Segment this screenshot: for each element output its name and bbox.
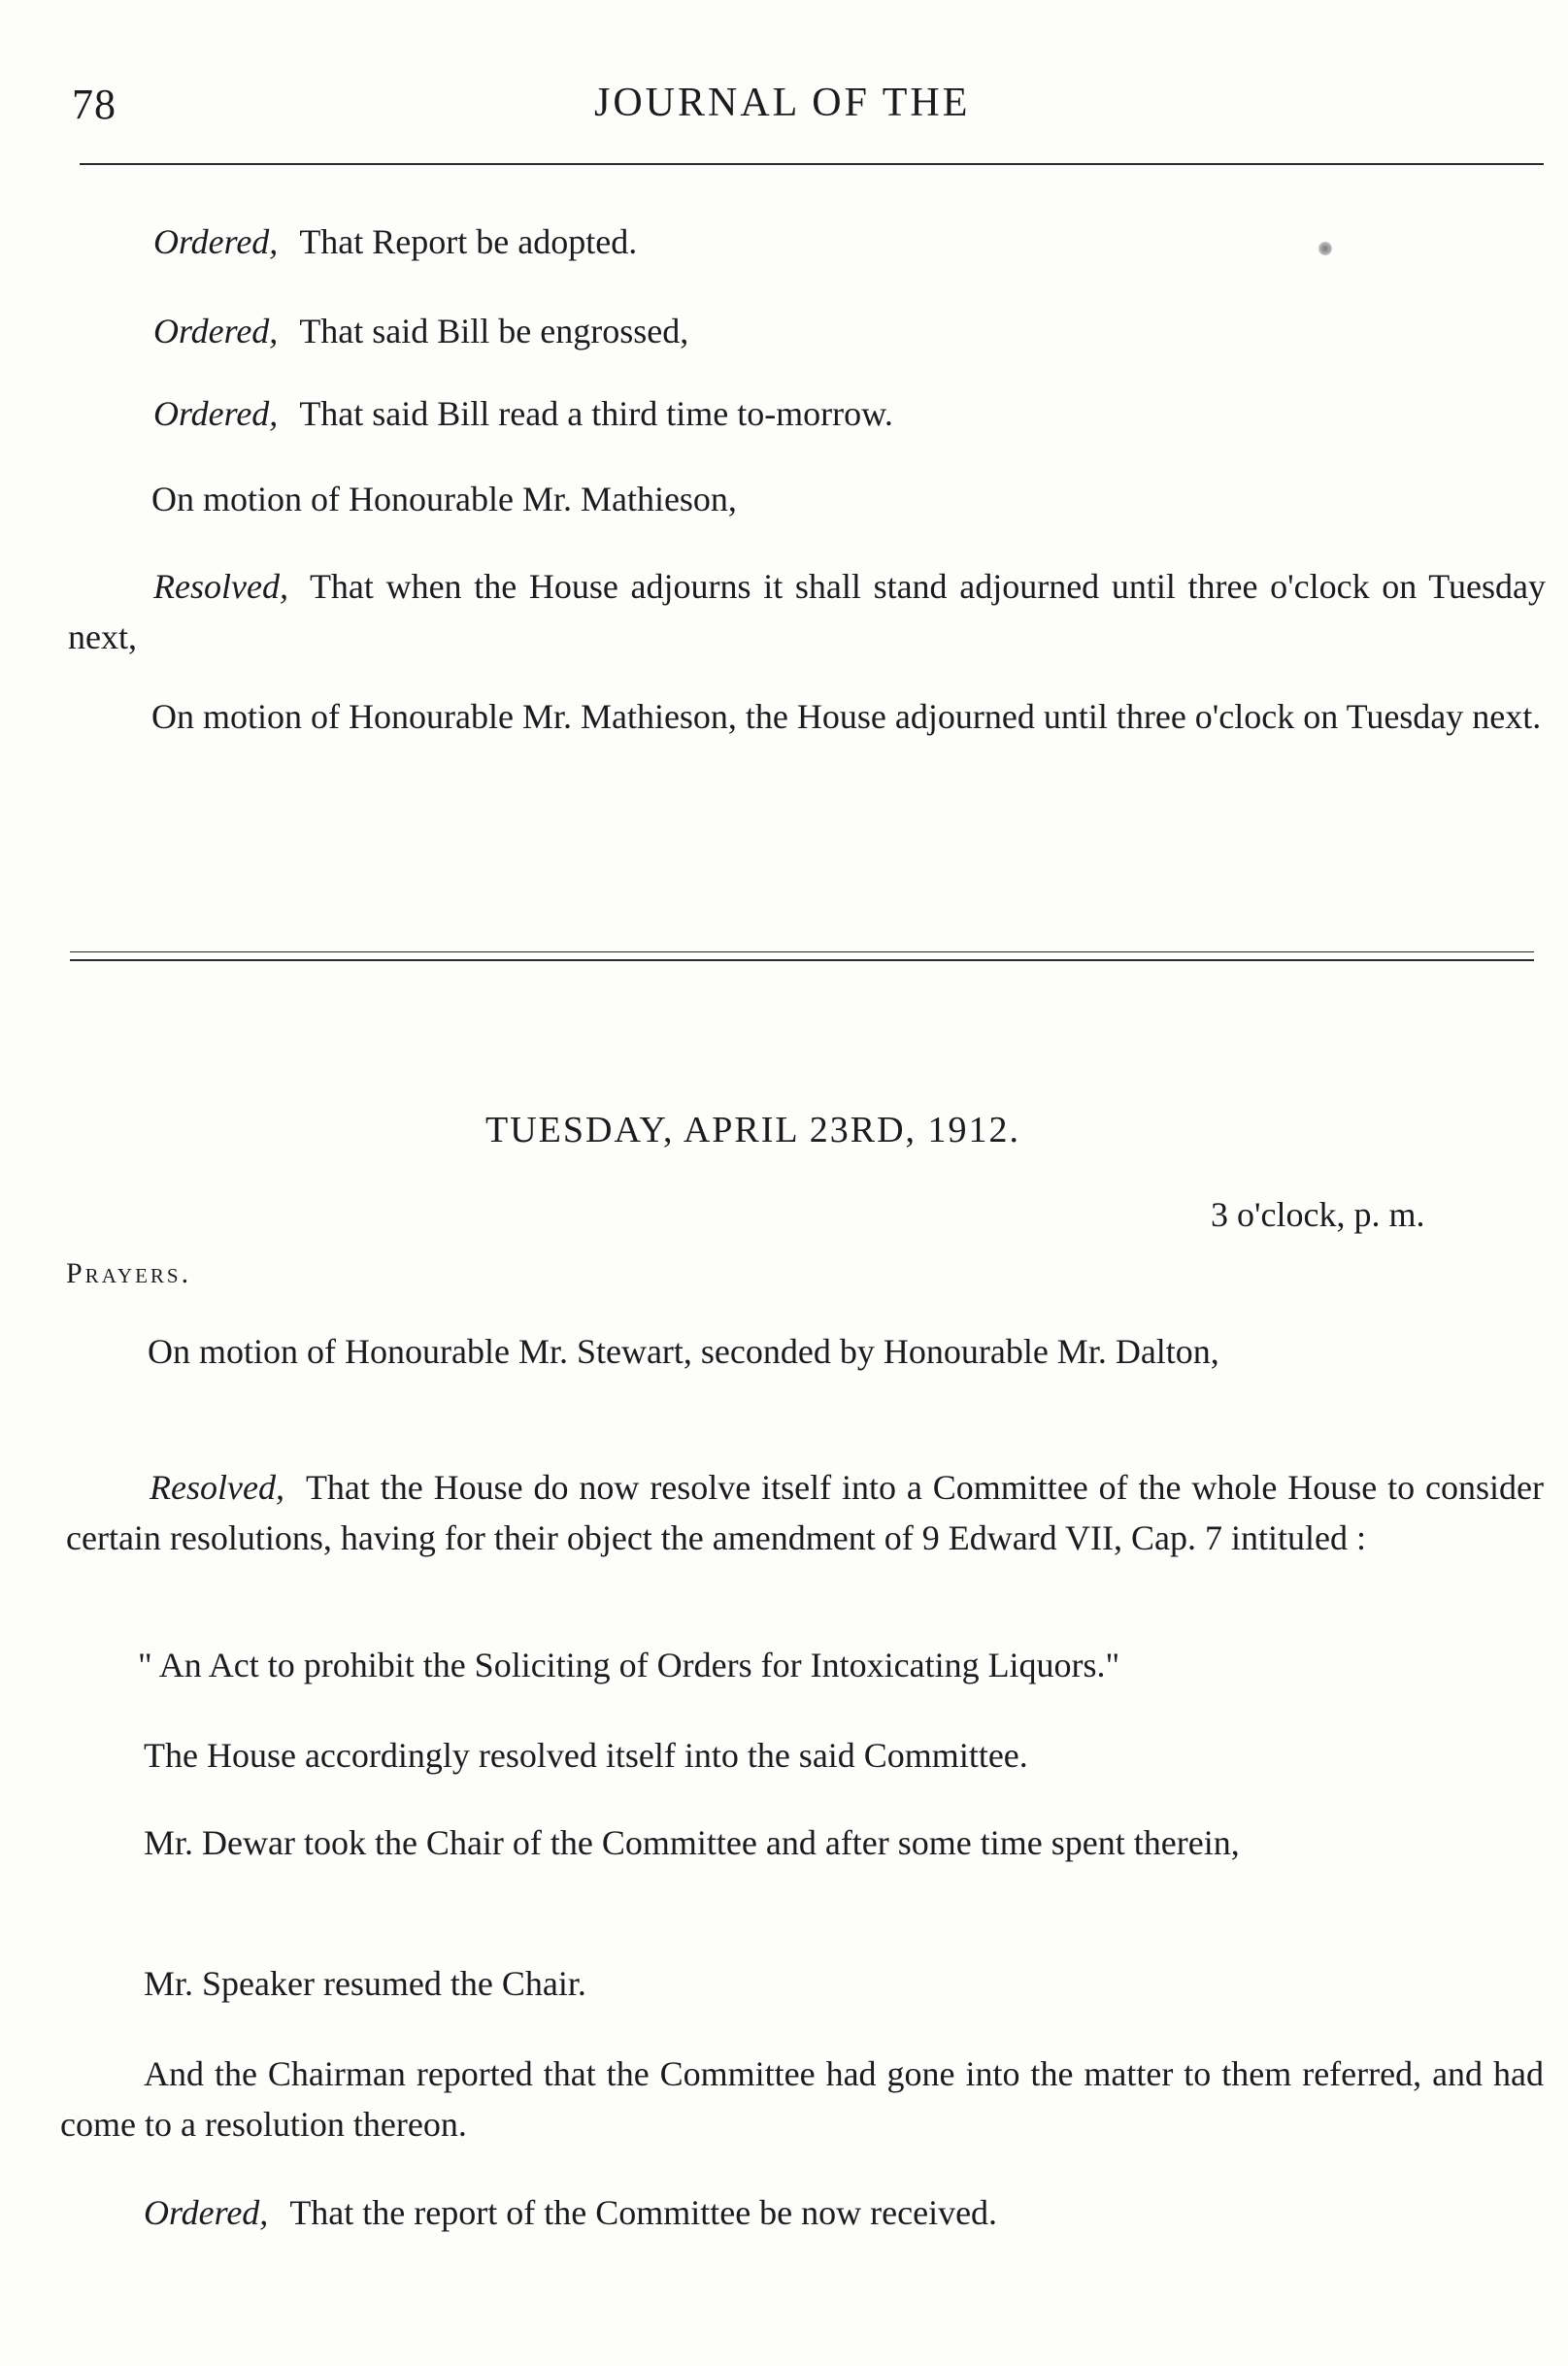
ordered-bill-engrossed <box>153 311 688 351</box>
prayers-heading: Prayers. <box>66 1257 192 1289</box>
section-divider-top <box>70 951 1534 952</box>
paragraph-text: Mr. Speaker resumed the Chair. <box>144 1964 586 2003</box>
paragraph-text: That said Bill be engrossed, <box>299 312 689 350</box>
house-resolved-into-committee <box>144 1735 1028 1776</box>
paragraph-text: On motion of Honourable Mr. Mathieson, the House adjourned until three o'clock on Tuesday next. <box>151 697 1542 736</box>
paragraph-text: That Report be adopted. <box>299 222 638 261</box>
paragraph-text: On motion of Honourable Mr. Mathieson, <box>151 480 737 518</box>
section-divider-bottom <box>70 959 1534 961</box>
header-rule <box>80 163 1544 165</box>
print-speck <box>1318 241 1332 256</box>
ordered-label: Ordered, <box>153 222 279 261</box>
resolved-adjourn-paragraph <box>68 561 1546 662</box>
house-adjourned-paragraph <box>68 691 1546 742</box>
sitting-date-heading: TUESDAY, APRIL 23RD, 1912. <box>485 1110 1021 1150</box>
paragraph-text: Mr. Dewar took the Chair of the Committee and after some time spent therein, <box>144 1823 1240 1862</box>
ordered-label: Ordered, <box>153 312 279 350</box>
paragraph-text: And the Chairman reported that the Committee had gone into the matter to them referred, and had come to a resolution thereon. <box>60 2054 1544 2144</box>
paragraph-text: That said Bill read a third time to-morrow. <box>299 394 893 433</box>
resolved-committee-paragraph <box>66 1462 1544 1563</box>
motion-stewart-paragraph <box>66 1326 1544 1377</box>
running-header-title: JOURNAL OF THE <box>594 81 971 125</box>
resolved-label: Resolved, <box>150 1468 284 1507</box>
ordered-report-adopted <box>153 221 637 262</box>
paragraph-text: " An Act to prohibit the Soliciting of Orders for Intoxicating Liquors." <box>138 1646 1120 1684</box>
paragraph-text: That the House do now resolve itself into a Committee of the whole House to consider certain resolutions, having for their object the amendment of 9 Edward VII, Cap. 7 intituled : <box>66 1468 1544 1557</box>
paragraph-text: That when the House adjourns it shall stand adjourned until three o'clock on Tuesday next, <box>68 567 1546 656</box>
ordered-third-reading <box>153 393 893 434</box>
chairman-reported-paragraph <box>60 2049 1544 2149</box>
ordered-label: Ordered, <box>153 394 279 433</box>
resolved-label: Resolved, <box>153 567 288 606</box>
paragraph-text: The House accordingly resolved itself into the said Committee. <box>144 1736 1028 1775</box>
ordered-report-received <box>144 2192 997 2233</box>
speaker-resumed-chair <box>144 1963 586 2004</box>
ordered-label: Ordered, <box>144 2193 269 2232</box>
page-number: 78 <box>72 81 117 128</box>
sitting-time: 3 o'clock, p. m. <box>1211 1195 1425 1234</box>
paragraph-text: On motion of Honourable Mr. Stewart, seconded by Honourable Mr. Dalton, <box>148 1332 1219 1371</box>
paragraph-text: That the report of the Committee be now received. <box>289 2193 998 2232</box>
dewar-chair-paragraph <box>60 1817 1544 1868</box>
motion-mathieson <box>151 479 737 519</box>
act-title-quote <box>138 1645 1119 1685</box>
